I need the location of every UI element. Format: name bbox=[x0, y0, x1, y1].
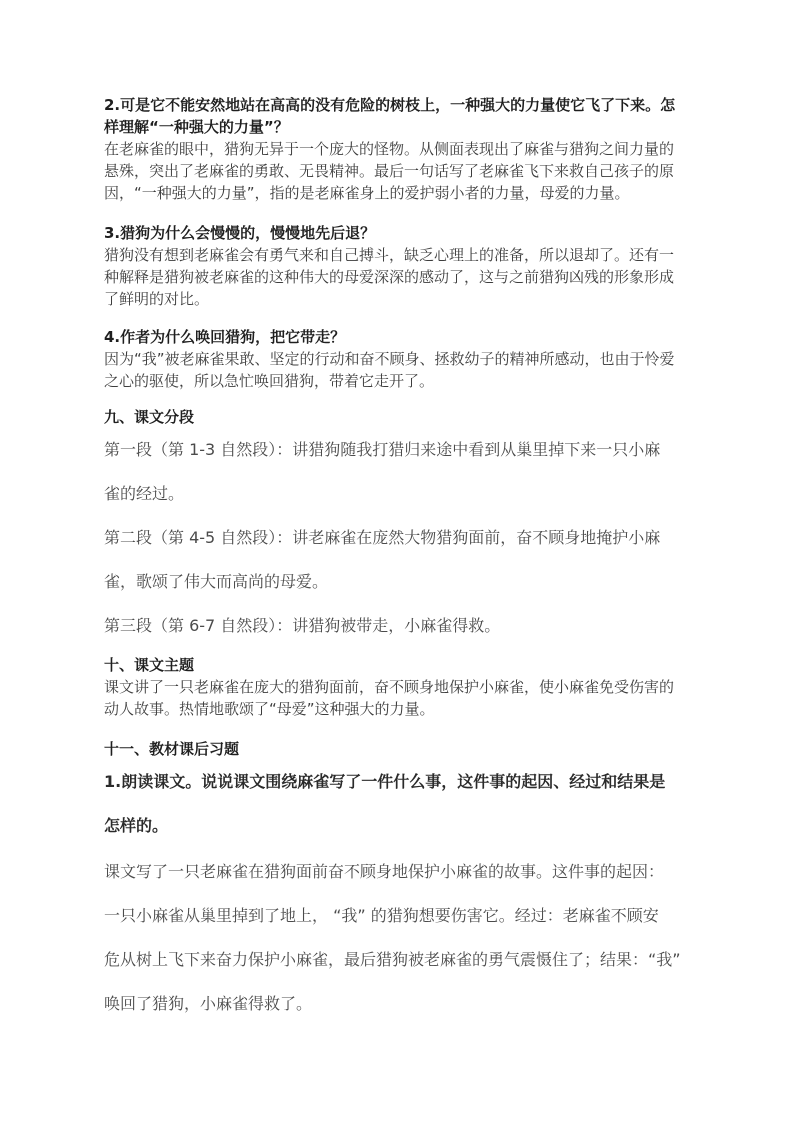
exercise-1-question-text: 1.朗读课文。说说课文围绕麻雀写了一件什么事，这件事的起因、经过和结果是 怎样的。 bbox=[104, 772, 666, 835]
segment-paragraph-2: 第二段（第 4-5 自然段）：讲老麻雀在庞然大物猎狗面前，奋不顾身地掩护小麻 雀，歌颂了伟大而高尚的母爱。 bbox=[104, 528, 661, 591]
section-nine-segmentation bbox=[104, 406, 688, 648]
question-2-text: 2.可是它不能安然地站在高高的没有危险的树枝上，一种强大的力量使它飞了下来。怎 样理解“一种强大的力量”？ bbox=[104, 96, 676, 136]
qa-block-question-3 bbox=[104, 222, 688, 310]
exercise-1-answer-text: 课文写了一只老麻雀在猎狗面前奋不顾身地保护小麻雀的故事。这件事的起因： 一只小麻雀从巢里掉到了地上， “我” 的猎狗想要伤害它。经过：老麻雀不顾安 危从树上飞下来奋力保护小麻雀，最后猎狗被老麻雀的勇气震慑住了；结果：“我” 唤回了猎狗，小麻雀得救了。 bbox=[104, 862, 681, 1013]
answer-3-text: 猎狗没有想到老麻雀会有勇气来和自己搏斗，缺乏心理上的准备，所以退却了。还有一 种解释是猎狗被老麻雀的这种伟大的母爱深深的感动了，这与之前猎狗凶残的形象形成 了鲜明的对比。 bbox=[104, 246, 675, 308]
section-ten-heading: 十、课文主题 bbox=[104, 656, 195, 674]
section-eleven-exercises bbox=[104, 738, 688, 1026]
section-ten-theme bbox=[104, 654, 688, 720]
section-nine-heading: 九、课文分段 bbox=[104, 408, 195, 426]
answer-4-text: 因为“我”被老麻雀果敢、坚定的行动和奋不顾身、拯救幼子的精神所感动，也由于怜爱 之心的驱使，所以急忙唤回猎狗，带着它走开了。 bbox=[104, 350, 675, 390]
section-eleven-heading: 十一、教材课后习题 bbox=[104, 740, 240, 758]
segment-paragraph-3: 第三段（第 6-7 自然段）：讲猎狗被带走，小麻雀得救。 bbox=[104, 616, 501, 635]
segment-paragraph-1: 第一段（第 1-3 自然段）：讲猎狗随我打猎归来途中看到从巢里掉下来一只小麻 雀的经过。 bbox=[104, 440, 661, 503]
qa-block-question-2 bbox=[104, 94, 688, 204]
theme-body-text: 课文讲了一只老麻雀在庞大的猎狗面前，奋不顾身地保护小麻雀，使小麻雀免受伤害的 动人故事。热情地歌颂了“母爱”这种强大的力量。 bbox=[104, 678, 675, 718]
answer-2-text: 在老麻雀的眼中，猎狗无异于一个庞大的怪物。从侧面表现出了麻雀与猎狗之间力量的 悬殊，突出了老麻雀的勇敢、无畏精神。最后一句话写了老麻雀飞下来救自己孩子的原 因，“一种强大的力量”，指的是老麻雀身上的爱护弱小者的力量，母爱的力量。 bbox=[104, 140, 675, 202]
question-3-text: 3.猎狗为什么会慢慢的，慢慢地先后退？ bbox=[104, 224, 376, 242]
document-content bbox=[104, 94, 688, 1026]
qa-block-question-4 bbox=[104, 326, 688, 392]
question-4-text: 4.作者为什么唤回猎狗，把它带走？ bbox=[104, 328, 346, 346]
